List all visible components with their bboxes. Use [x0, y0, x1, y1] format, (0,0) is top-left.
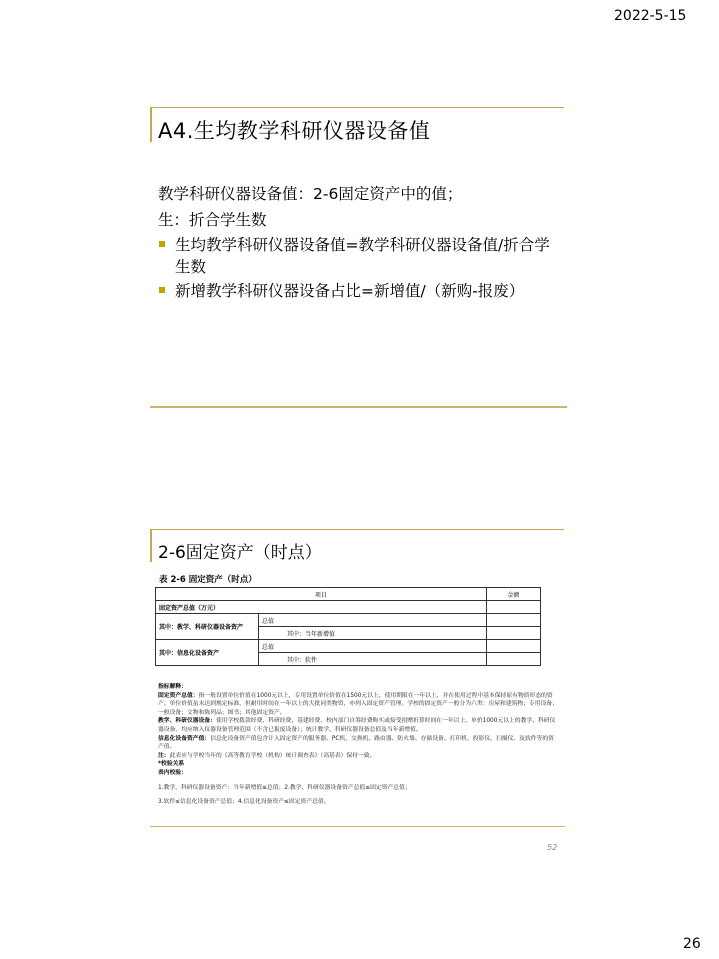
- slide1-title-accent: [150, 107, 152, 142]
- bullet-icon: [159, 287, 165, 293]
- slide1-definition: 教学科研仪器设备值：2-6固定资产中的值；: [158, 185, 463, 203]
- slide1-student-note: 生：折合学生数: [158, 211, 267, 229]
- note-label: 教学、科研仪器设备：: [158, 718, 216, 725]
- note-text: 3.软件≤信息化设备资产总值；4.信息化设备资产≤固定资产总值。: [158, 799, 330, 806]
- slide1-bullet-2: 新增教学科研仪器设备占比=新增值/（新购-报废）: [175, 282, 525, 300]
- page-number: 26: [683, 936, 701, 952]
- note-text: 使用学校拨款经费、科研经费、基建经费、校内部门自筹经费购买或接受捐赠折算时间在一年以上、单价1000元以上的教学、科研仪器设备，均应纳入仪器设备管理范围（不含已报废设备）；统计教学、科研仪器设备总值及当年新增值。: [158, 718, 556, 733]
- slide1-bullet-1: 生均教学科研仪器设备值=教学科研仪器设备值/折合学生数: [175, 236, 550, 276]
- cell-value: [486, 653, 540, 666]
- group2-total: 总值: [259, 640, 487, 653]
- group1-label: 其中：教学、科研仪器设备资产: [156, 614, 259, 640]
- slide2-title: 2-6固定资产（时点）: [158, 543, 322, 563]
- note-text: 指一般设置单位价值在1000元以上，专用设置单位价值在1500元以上，使用期限在一年以上，并在使用过程中基本保持原有物质形态的资产。单位价值虽未达到规定标准，但耐用时间在一年以上的大批同类物资，亦列入固定资产管理。学校的固定资产一般分为六类：房屋和建筑物；专用设备；一般设备；文物和陈列品；图书；其他固定资产。: [158, 692, 558, 716]
- group2-label: 其中：信息化设备资产: [156, 640, 259, 666]
- slide1-title: A4.生均教学科研仪器设备值: [158, 119, 431, 143]
- slide2-page-number: 52: [547, 843, 558, 852]
- cell-value: [486, 601, 540, 614]
- note-text: 信息化设备资产值包含计入固定资产的服务器、PC机、交换机、路由器、防火墙、存储设备、打印机、投影仪、扫描仪、及软件等的资产值。: [158, 735, 554, 751]
- bullet-icon: [159, 241, 165, 247]
- header-item: 项目: [156, 588, 487, 601]
- table-header-row: [156, 588, 541, 601]
- slide2-top-rule: [150, 529, 564, 530]
- indicator-notes: [158, 683, 558, 807]
- notes-heading: 指标解释：: [158, 684, 187, 690]
- header-amount: 金额: [486, 588, 540, 601]
- note-label: 注：: [158, 752, 170, 759]
- slide1-bottom-rule: [150, 406, 567, 408]
- slide1-top-rule: [150, 107, 564, 108]
- table-row: [156, 601, 541, 614]
- table-caption: 表 2-6 固定资产（时点）: [159, 575, 257, 585]
- row-total-label: 固定资产总值（万元）: [156, 601, 487, 614]
- group1-sub: 其中：当年新增值: [259, 627, 487, 640]
- note-heading: *校验关系: [158, 761, 185, 768]
- table-row: [156, 640, 541, 653]
- cell-value: [486, 614, 540, 627]
- note-label: 固定资产总值：: [158, 692, 199, 699]
- print-date: 2022-5-15: [614, 8, 687, 24]
- cell-value: [486, 640, 540, 653]
- group2-sub: 其中：软件: [259, 653, 487, 666]
- slide2-bottom-rule: [150, 826, 565, 827]
- note-heading: 表内校验：: [158, 769, 187, 776]
- group1-total: 总值: [259, 614, 487, 627]
- note-text: 此表应与学校当年的《高等教育学校（机构）统计调查表》（高基表）保持一致。: [169, 752, 376, 759]
- slide2-title-accent: [150, 529, 152, 562]
- note-label: 信息化设备资产值：: [158, 735, 211, 742]
- table-row: [156, 614, 541, 627]
- note-text: 1.教学、科研仪器设备资产：当年新增值≤总值；2.教学、科研仪器设备资产总值≤固定资产总值；: [158, 784, 411, 791]
- cell-value: [486, 627, 540, 640]
- fixed-assets-table: [155, 587, 541, 666]
